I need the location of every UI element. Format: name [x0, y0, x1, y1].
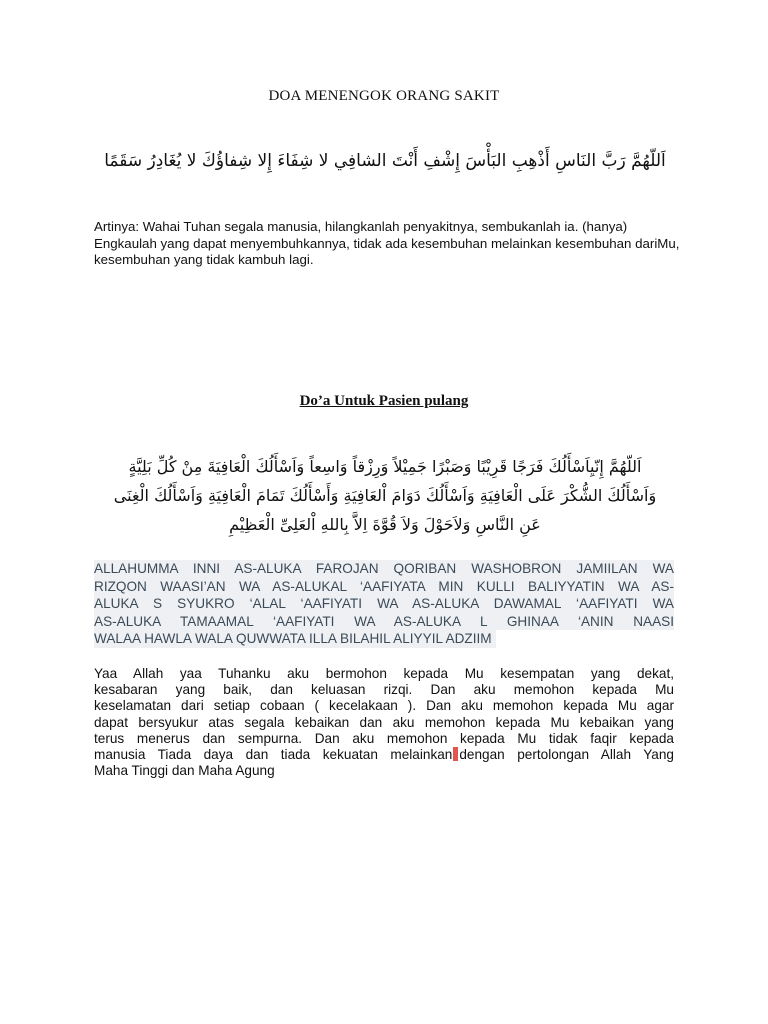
section1-arabic-prayer: اَللّهُمَّ رَبَّ النَاسِ أَذْهِبِ البَأْسَ إِشْفِ أَنْتَ الشافِي لا شِفَاءَ إِلا شِفاؤُكَ لا يُغَادِرُ سَقَمًا	[104, 151, 666, 171]
meaning-line: Yaa Allah yaa Tuhanku aku bermohon kepada Mu kesempatan yang dekat,	[94, 666, 674, 681]
meaning-line: terus menerus dan sempurna. Dan aku memohon kepada Mu tidak faqir kepada	[94, 730, 674, 746]
arabic-line: عَنِ النَّاسِ وَلاَحَوْلَ وَلاَ قُوَّةَ اِلاَّ بِاللهِ اْلعَلِىِّ الْعَظِيْمِ	[229, 515, 541, 534]
section2-arabic-prayer	[92, 452, 678, 539]
transliteration-line: ALLAHUMMA INNI AS-ALUKA FAROJAN QORIBAN WASHOBRON JAMIILAN WA	[94, 561, 674, 576]
meaning-line: Maha Tinggi dan Maha Agung	[94, 763, 275, 779]
section1-title: DOA MENENGOK ORANG SAKIT	[268, 88, 500, 104]
arabic-line: اَللّهُمَّ إِنّيِاَسْأَلُكَ فَرَجًا قَرِيْبًا وَصَبْرًا جَمِيْلاً وَرِزْقاً وَاسِعاً وَاَسْأَلُكَ الْعَافِيَةَ مِنْ كُلِّ بَلِيَّةٍ	[128, 457, 642, 476]
meaning-line: keselamatan dari setiap cobaan ( kecelakaan ). Dan aku memohon kepada Mu agar	[94, 698, 674, 714]
section2-title-text: Do’a Untuk Pasien pulang	[299, 393, 469, 409]
section2-transliteration	[94, 560, 674, 648]
section1-meaning: Artinya: Wahai Tuhan segala manusia, hilangkanlah penyakitnya, sembukanlah ia. (hanya) Engkaulah yang dapat menyembuhkannya, tidak ada kesembuhan melainkan kesembuhan dariMu, kesembuhan yang tidak kambuh lagi.	[94, 219, 680, 267]
section2-meaning	[94, 666, 674, 779]
meaning-line: dapat bersyukur atas segala kebaikan dan aku memohon kepada Mu kebaikan yang	[94, 714, 674, 730]
meaning-line: kesabaran yang baik, dan keluasan rizqi. Dan aku memohon kepada Mu	[94, 682, 674, 698]
meaning-line	[94, 747, 674, 763]
transliteration-line: WALAA HAWLA WALA QUWWATA ILLA BILAHIL ALIYYIL ADZIIM	[94, 630, 496, 648]
section2-title	[0, 393, 768, 410]
transliteration-line: ALUKA S SYUKRO ‘ALAL ‘AAFIYATI WA AS-ALUKA DAWAMAL ‘AAFIYATI WA	[94, 596, 674, 611]
transliteration-line: RIZQON WAASI’AN WA AS-ALUKAL ‘AAFIYATA MIN KULLI BALIYYATIN WA AS-	[94, 578, 674, 594]
text-cursor-highlight	[453, 747, 458, 761]
arabic-line: وَاَسْأَلُكَ الشُّكْرَ عَلَى الْعَافِيَةِ وَاَسْأَلُكَ دَوَامَ اْلعَافِيَةِ وَأَسْأَلُكَ تَمَامَ الْعَافِيَةِ وَاَسْأَلُكَ الْغِنَى	[113, 486, 657, 505]
transliteration-line: AS-ALUKA TAMAAMAL ‘AAFIYATI WA AS-ALUKA L GHINAA ‘ANIN NAASI	[94, 613, 674, 629]
meaning-line-part: manusia Tiada daya dan tiada kekuatan melainkan	[94, 747, 453, 763]
meaning-line-part: dengan pertolongan Allah Yang	[459, 747, 674, 763]
